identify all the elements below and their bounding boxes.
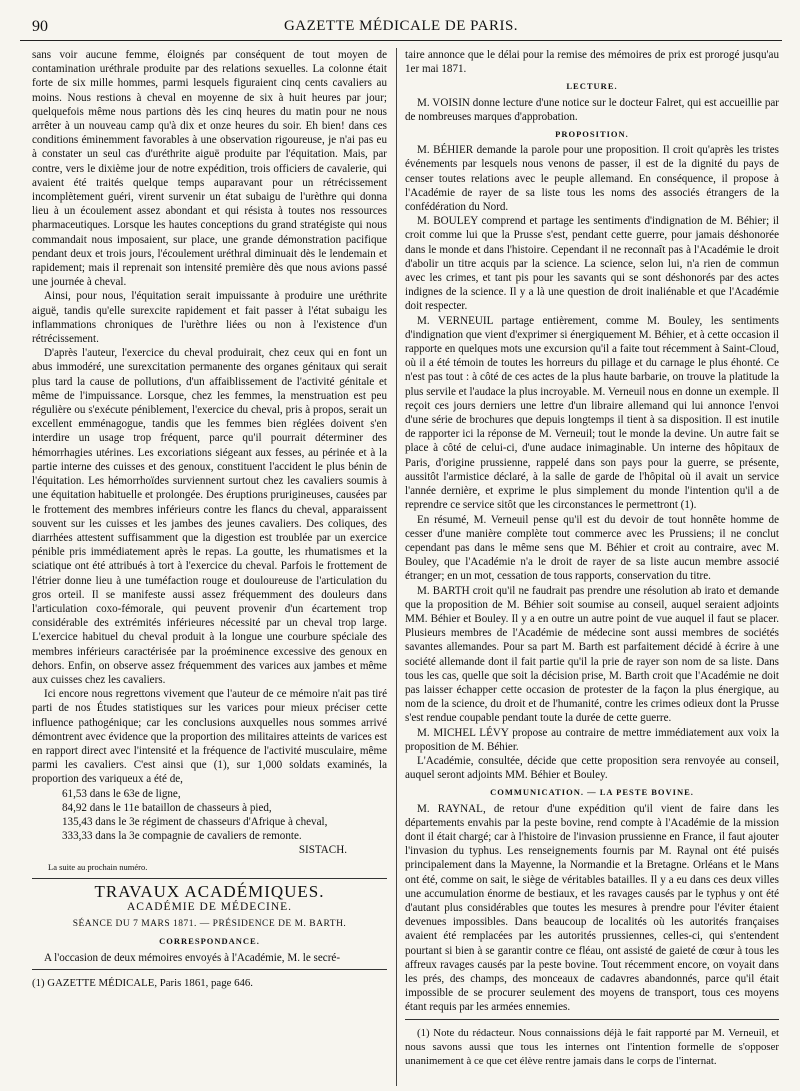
paragraph: M. BÉHIER demande la parole pour une proposition. Il croit qu'après les tristes événements par lesquels nous venons de passer, il est de la dignité du pays de censer toutes relations avec le peuple allemand. En conséquence, il propose à l'Académie de rayer de sa liste tous les noms des associés étrangers de la confédération du Nord. (405, 144, 779, 214)
stat-line: 84,92 dans le 11e bataillon de chasseurs à pied, (62, 801, 272, 814)
stat-line: 135,43 dans le 3e régiment de chasseurs d'Afrique à cheval, (62, 815, 328, 828)
paragraph: A l'occasion de deux mémoires envoyés à l'Académie, M. le secré- (44, 951, 341, 964)
footnote-rule (405, 1019, 779, 1020)
paragraph: taire annonce que le délai pour la remise des mémoires de prix est prorogé jusqu'au 1er mai 1871. (405, 49, 779, 76)
footnote: (1) GAZETTE MÉDICALE, Paris 1861, page 646. (32, 976, 253, 989)
paragraph: L'Académie, consultée, décide que cette proposition sera renvoyée au conseil, auquel seront adjoints MM. Béhier et Bouley. (405, 754, 779, 782)
continuation-note: La suite au prochain numéro. (48, 861, 148, 872)
author-signature: SISTACH. (298, 844, 347, 857)
paragraph: En résumé, M. Verneuil pense qu'il est du devoir de tout honnête homme de cesser d'une manière complète tout commerce avec les Prussiens; il ne conclut cependant pas dans le même sens que M. Béhier et croit au contraire, avec M. Bouley, que l'Académie n'a le droit de rayer de sa liste aucun membre associé étranger; en un mot, cessation de tous rapports, conservation du titre. (405, 513, 779, 583)
paragraph: M. VOISIN donne lecture d'une notice sur le docteur Falret, qui est accueillie par de nombreuses marques d'approbation. (405, 96, 779, 123)
paragraph: M. VERNEUIL partage entièrement, comme M. Bouley, les sentiments d'indignation que vient d'exprimer si énergiquement M. Béhier, et à cette occasion il rapporte en quelques mots une excursion qu'il a faite tout récemment à Saint-Cloud, où il a été témoin de toutes les horreurs du pillage et du carnage le plus éhonté. Ce n'est pas tout : à côté de ces actes de la plus haute barbarie, on trouve la platitude la plus servile et l'audace la plus incroyable. M. Verneuil nous en donne un exemple. Il reçoit ces jours derniers une lettre d'un libraire allemand qui lui annonce l'envoi d'une série de brochures que depuis longtemps il tient à sa disposition. Il est inutile de rapporter ici la réponse de M. Verneuil; tout le monde la devine. Un autre fait se place à côté de celui-ci, d'une audace inimaginable. Un interne des hôpitaux de Paris, d'origine prussienne, rappelé dans son pays pour la guerre, se présente, aussitôt l'armistice déclaré, à la salle de garde de l'hôpital où il avait un service l'année dernière, et exprime le plus simplement du monde l'intention qu'il a de reprendre ce service sitôt que les circonstances le permettront (1). (405, 314, 779, 512)
section-rule (32, 878, 387, 879)
paragraph: D'après l'auteur, l'exercice du cheval produirait, chez ceux qui en font un abus immodéré, une surexcitation permanente des organes génitaux qui serait plus tard la cause de pollutions, d'un affaiblissement de l'activité génitale et même de l'impuissance. Lorsque, chez les femmes, la menstruation est peu régulière ou s'exécute péniblement, l'exercice du cheval, pris à propos, serait un excellent emménagogue, tandis que les femmes bien réglées doivent s'en interdire un usage trop fréquent, parce qu'il pourrait déterminer des hémorrhagies utérines. Les excoriations siégeant aux fesses, au périnée et à la partie interne des cuisses et des genoux, constituent l'accident le plus bénin de l'équitation. Les hémorrhoïdes surviennent surtout chez les cavaliers soumis à une équitation habituelle et prolongée. Des éruptions prurigineuses, causées par le frottement des membres inférieurs contre les flancs du cheval, apparaissent souvent sur les cuisses et les jambes des jeunes cavaliers. Des coliques, des diarrhées attestent suffisamment que la digestion est troublée par un exercice pénible pris immédiatement après le repas. La goutte, les rhumatismes et la sciatique ont été attribués à tort à l'exercice du cheval. Parfois le frottement de l'étrier donne lieu à une tuméfaction rouge et douloureuse de l'articulation du gros orteil. Il se manifeste aussi assez fréquemment des douleurs dans l'articulation coxo-fémorale, qui peuvent provenir d'un écartement trop considérable des extrémités inférieures nécessité par un cheval trop large. L'exercice habituel du cheval produit à la longue une courbure spéciale des membres inférieurs caractérisée par la proéminence excessive des genoux en dehors. Enfin, on observe assez fréquemment des varices aux jambes et même aux cuisses chez les cavaliers. (32, 347, 387, 686)
column-divider (396, 48, 397, 1086)
paragraph: M. BOULEY comprend et partage les sentiments d'indignation de M. Béhier; il croit comme lui que la Prusse s'est, pendant cette guerre, pour jamais déshonorée dans le monde et dans l'histoire. Cependant il ne reconnaît pas à l'Académie le droit d'abolir un titre acquis par la science. La science, selon lui, n'a rien de commun avec les crimes, et tant pis pour les savants qui se sont déshonorés par des actes indignes de la science. Il y a là une question de droit inaliénable et que l'Académie doit respecter. (405, 215, 779, 313)
page-header (20, 14, 782, 41)
paragraph: M. MICHEL LÉVY propose au contraire de mettre immédiatement aux voix la proposition de M. Béhier. (405, 726, 779, 753)
subheading: PROPOSITION. (555, 129, 629, 140)
paragraph: sans voir aucune femme, éloignés par conséquent de tout moyen de contamination uréthrale produite par des relations sexuelles. La colonne était forte de six mille hommes, parmi lesquels figuraient cinq cents cavaliers au moins. Nous restions à cheval en moyenne de six à huit heures par jour; quelquefois même nous partions dès les cinq heures du matin pour ne nous arrêter à un nouveau camp qu'à dix et onze heures du soir. Eh bien! dans ces conditions éminemment favorables à une observation rigoureuse, je n'ai pas eu à constater un seul cas d'uréthrite aiguë produite par l'équitation. Mais, par contre, vers le dixième jour de notre expédition, trois officiers de cavalerie, qui avaient été traités quelque temps auparavant pour un rétrécissement incomplètement guéri, virent survenir un état subaigu de l'urèthre qui donna lieu à un écoulement assez abondant et qui résista à toutes nos ressources pharmaceutiques. Lorsque les hautes conceptions du grand stratégiste qui nous commandait nous imposaient, sur place, une grande démonstration pacifique pendant deux et trois jours, l'écoulement uréthral diminuait dès le lendemain et rapidement; mais il reprenait son intensité première dès que nous avions passé une journée à cheval. (32, 49, 387, 289)
left-column (32, 48, 387, 990)
paragraph: Ici encore nous regrettons vivement que l'auteur de ce mémoire n'ait pas tiré parti de nos Études statistiques sur les varices pour mieux préciser cette influence pathogénique; car les conclusions auxquelles nous sommes arrivé démontrent avec évidence que la proportion des militaires atteints de varices est en rapport direct avec l'intensité et la fréquence de l'activité musculaire, même parmi les cavaliers. C'est ainsi que (1), sur 1,000 soldats examinés, la proportion des variqueux a été de, (32, 688, 387, 786)
right-column (405, 48, 779, 1068)
subheading: COMMUNICATION. — LA PESTE BOVINE. (490, 787, 694, 798)
subheading: LECTURE. (566, 81, 618, 92)
section-title: TRAVAUX ACADÉMIQUES. (94, 881, 325, 901)
seance-line: SÉANCE DU 7 MARS 1871. — PRÉSIDENCE DE M. BARTH. (72, 919, 347, 930)
paragraph: Ainsi, pour nous, l'équitation serait impuissante à produire une uréthrite aiguë, tandis qu'elle surexcite rapidement et fait passer à l'état subaigu les inflammations chroniques de l'urèthre liées ou non à l'existence d'un rétrécissement. (32, 290, 387, 346)
paragraph: M. BARTH croit qu'il ne faudrait pas prendre une résolution ab irato et demande que la proposition de M. Béhier soit soumise au conseil, auquel seraient adjoints MM. Béhier et Bouley. Il y a en outre un autre point de vue auquel il faut se placer. Plusieurs membres de l'Académie de médecine sont aussi membres de sociétés savantes allemandes. Pour sa part M. Barth est parfaitement décidé à écrire à une société allemande dont il fait partie qu'il la prie de rayer son nom de sa liste. Dans tous les cas, quelle que soit la décision prise, M. Barth croit que l'Académie ne doit pas laisser échapper cette occasion de protester de la façon la plus énergique, au nom de la science, du droit et de l'humanité, contre les crimes odieux dont la Prusse s'est rendue coupable pendant toute la durée de cette guerre. (405, 584, 779, 725)
footnote: (1) Note du rédacteur. Nous connaissions déjà le fait rapporté par M. Verneuil, et nous savons aussi que tous les internes ont l'intention formelle de s'opposer unanimement à ce que cet élève rentre jamais dans le corps de l'internat. (405, 1026, 779, 1068)
footnote-rule (32, 969, 387, 970)
paragraph: M. RAYNAL, de retour d'une expédition qu'il vient de faire dans les départements envahis par la peste bovine, rend compte à l'Académie de la mission dont il était chargé; car à l'histoire de l'invasion prussienne en France, il faut ajouter l'invasion du typhus. Les renseignements fournis par M. Raynal ont été puisés principalement dans la Mayenne, la Normandie et la Bretagne. Orléans et le Mans ont été, comme on sait, le siège de véritables batailles. Il y a eu dans ces deux villes une accumulation énorme de bestiaux, et les ravages causés par le typhus y ont été d'autant plus considérables que toutes les mesures à prendre pour l'éviter étaient devenues impossibles. Dans beaucoup de localités où les autorités françaises avaient été remplacées par les autorités prussiennes, celles-ci, qui s'entendent pourtant si bien à se garantir contre ce fléau, ont assisté de gaieté de cœur à tous les affreux ravages causés par la peste bovine. Tout récemment encore, on voyait dans les prés, des champs, des monceaux de cadavres abandonnés, parce qu'il était impossible de se procurer seulement des moyens de transport, tous ces moyens étant requis par les armées ennemies. (405, 802, 779, 1014)
stat-line: 61,53 dans le 63e de ligne, (62, 787, 181, 800)
stat-line: 333,33 dans la 3e compagnie de cavaliers de remonte. (62, 830, 302, 843)
section-subtitle: ACADÉMIE DE MÉDECINE. (126, 900, 293, 913)
journal-title: GAZETTE MÉDICALE DE PARIS. (283, 18, 519, 34)
subheading: CORRESPONDANCE. (159, 936, 260, 947)
page-number: 90 (32, 18, 48, 35)
